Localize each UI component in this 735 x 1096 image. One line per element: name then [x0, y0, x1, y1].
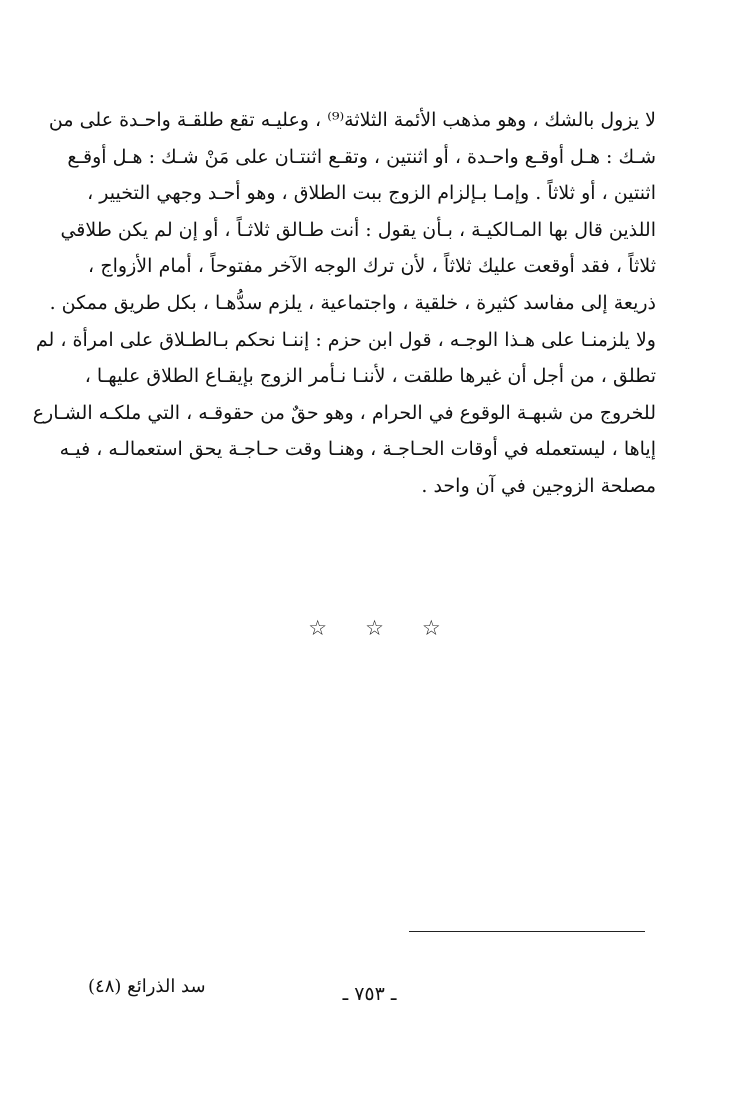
text-line: ذريعة إلى مفاسد كثيرة ، خلقية ، واجتماعية ، يلزم سدُّهـا ، بكل طريق ممكن . [49, 291, 656, 314]
text-line: ثلاثاً ، فقد أوقعت عليك ثلاثاً ، لأن ترك الوجه الآخر مفتوحاً ، أمام الأزواج ، [88, 255, 656, 278]
text-line: شـك : هـل أوقـع واحـدة ، أو اثنتين ، وتقـع اثنتـان على مَنْ شـك : هـل أوقـع [67, 145, 656, 168]
text-line: اللذين قال بها المـالكيـة ، بـأن يقول : أنت طـالق ثلاثـاً ، أو إن لم يكن طلاقي [60, 218, 656, 241]
text-line: اثنتين ، أو ثلاثاً . وإمـا بـإلزام الزوج ببت الطلاق ، وهو أحـد وجهي التخيير ، [87, 182, 656, 205]
page-number: ـ ٧٥٣ ـ [342, 983, 397, 1005]
text-line: تطلق ، من أجل أن غيرها طلقت ، لأننـا نـأمر الزوج بإيقـاع الطلاق عليهـا ، [84, 365, 656, 388]
text-line: ولا يلزمنـا على هـذا الوجـه ، قول ابن حزم : إننـا نحكم بـالطـلاق على امرأة ، لم [35, 328, 656, 351]
star-icon: ☆ [421, 616, 441, 640]
text-line: مصلحة الزوجين في آن واحد . [421, 474, 656, 497]
star-icon: ☆ [308, 616, 328, 640]
section-separator [0, 614, 735, 642]
text-line: إياها ، ليستعمله في أوقات الحـاجـة ، وهنـا وقت حـاجـة يحق استعمالـه ، فيـه [59, 438, 656, 461]
running-footer-title: سد الذرائع (٤٨) [88, 976, 206, 997]
text-line: لا يزول بالشك ، وهو مذهب الأئمة الثلاثة⁽⁹⁾ ، وعليـه تقع طلقـة واحـدة على من [48, 109, 656, 131]
star-icon: ☆ [365, 616, 384, 640]
text-line: للخروج من شبهـة الوقوع في الحرام ، وهو حقٌ من حقوقـه ، التي ملكـه الشـارع [32, 401, 656, 424]
body-text [32, 102, 656, 505]
footnote-divider [409, 931, 645, 932]
